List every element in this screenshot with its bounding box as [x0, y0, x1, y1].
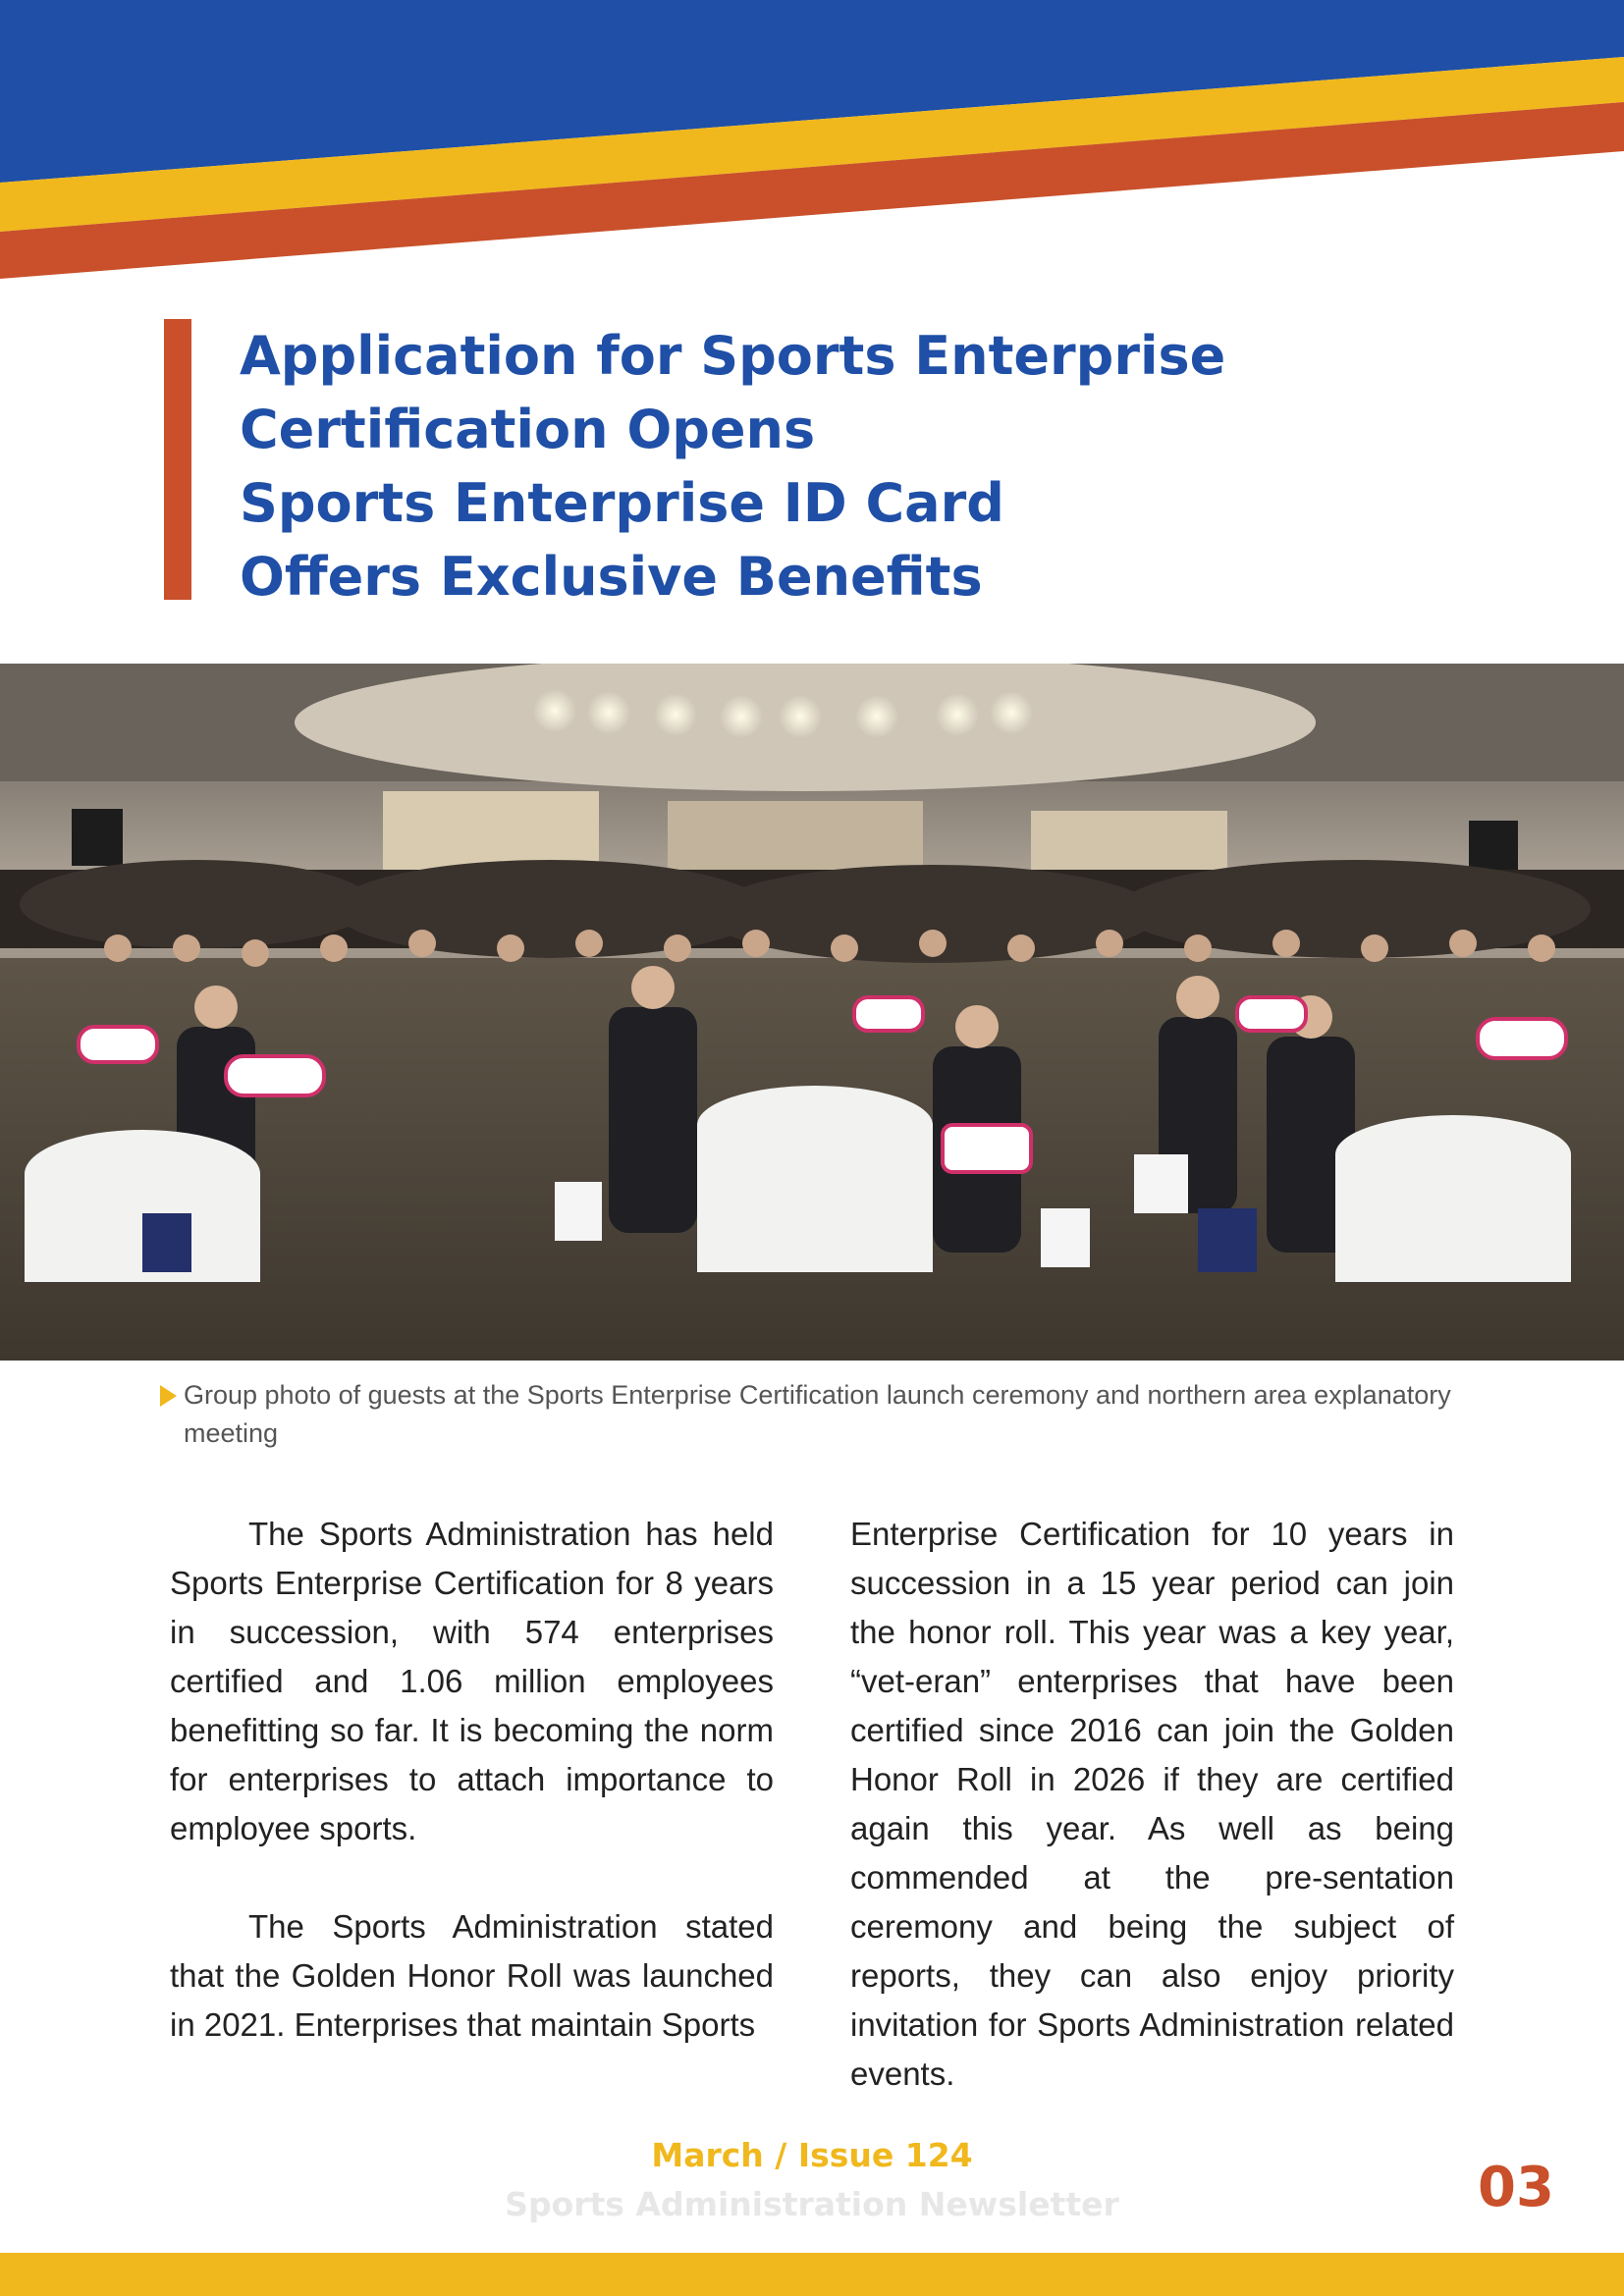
page-number: 03 [1478, 2156, 1554, 2219]
title-accent-bar [164, 319, 191, 600]
caption-triangle-icon [160, 1385, 177, 1407]
bottom-bar [0, 2253, 1624, 2296]
caption-text: Group photo of guests at the Sports Enterprise Certification launch ceremony and northern area explanatory meeting [184, 1380, 1451, 1448]
photo-caption [160, 1376, 1476, 1453]
body-paragraph-2-continued: Enterprise Certification for 10 years in succession in a 15 year period can join the honor roll. This year was a key year, “vet-eran” enterprises that have been certified since 2016 can join the Golden Honor Roll in 2026 if they are certified again this year. As well as being commended at the pre-sentation ceremony and being the subject of reports, they can also enjoy priority invitation for Sports Administration related events. [850, 1516, 1454, 2092]
top-banner-stripes [0, 0, 1624, 285]
body-column-left [170, 1510, 774, 2050]
title-line-3: Sports Enterprise ID Card [240, 472, 1004, 534]
footer-issue: March / Issue 124 [651, 2136, 973, 2174]
body-paragraph-1: The Sports Administration has held Sports Enterprise Certification for 8 years in succession, with 574 enterprises certified and 1.06 million employees benefitting so far. It is becoming the norm for enterprises to attach importance to employee sports. [170, 1516, 774, 1846]
body-paragraph-2: The Sports Administration stated that the Golden Honor Roll was launched in 2021. Enterprises that maintain Sports [170, 1908, 774, 2043]
body-column-right [850, 1510, 1454, 2099]
title-line-4: Offers Exclusive Benefits [240, 546, 983, 608]
footer-newsletter-name: Sports Administration Newsletter [505, 2185, 1119, 2223]
group-photo [0, 664, 1624, 1361]
title-line-2: Certification Opens [240, 399, 816, 460]
title-line-1: Application for Sports Enterprise [240, 325, 1226, 387]
